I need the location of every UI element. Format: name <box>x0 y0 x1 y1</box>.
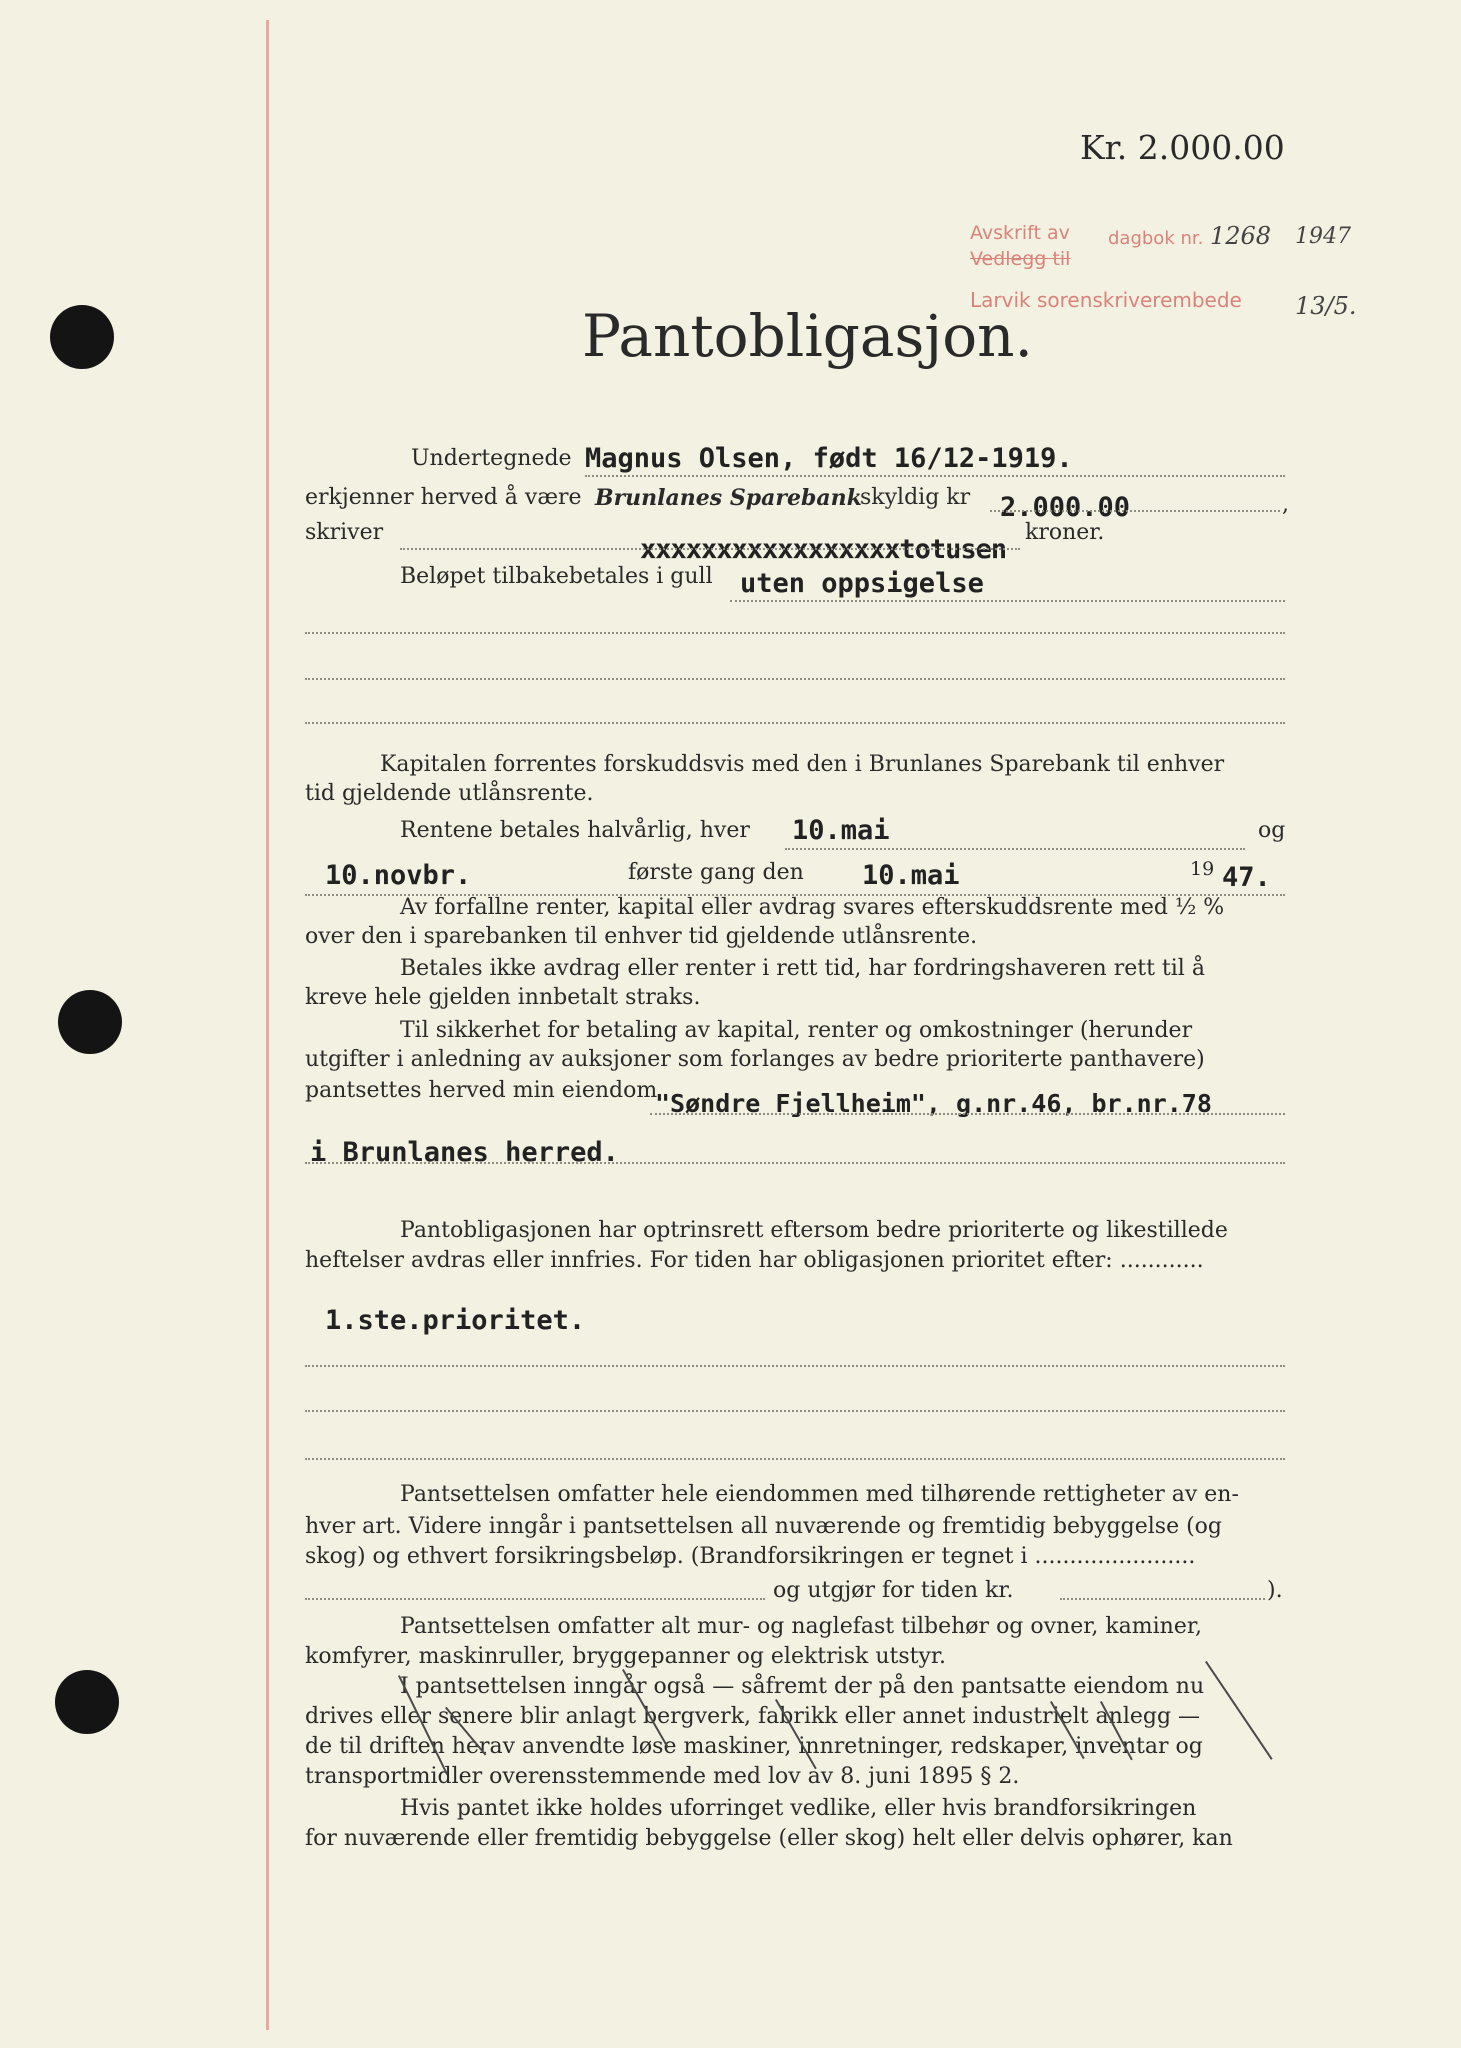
margin-line <box>266 20 269 2030</box>
scope-text: drives eller senere blir anlagt bergverk, fabrikk eller annet industrielt anlegg — <box>305 1704 1201 1729</box>
repayment-value: uten oppsigelse <box>740 568 984 599</box>
priority-text: Pantobligasjonen har optrinsrett eftersom bedre prioriterte og likestillede <box>400 1218 1228 1243</box>
page-title: Pantobligasjon. <box>582 302 1033 370</box>
stamp-dagbok-number: 1268 <box>1210 222 1272 250</box>
interest-text: tid gjeldende utlånsrente. <box>305 781 594 806</box>
punch-hole <box>50 305 114 369</box>
scope-text: Pantsettelsen omfatter hele eiendommen med tilhørende rettigheter av en- <box>400 1482 1239 1507</box>
interest-text: og <box>1258 818 1286 843</box>
comma: , <box>1282 492 1289 517</box>
priority-text: heftelser avdras eller innfries. For tiden har obligasjonen prioritet efter: ............ <box>305 1248 1204 1273</box>
fill-line <box>650 1113 1285 1115</box>
interest-text: utgifter i anledning av auksjoner som forlanges av bedre prioriterte panthavere) <box>305 1047 1205 1072</box>
interest-year: 47. <box>1222 862 1271 893</box>
interest-text: pantsettes herved min eiendom <box>305 1078 658 1103</box>
interest-text: Rentene betales halvårlig, hver <box>400 818 750 843</box>
interest-text: Av forfallne renter, kapital eller avdrag svares efterskuddsrente med ½ % <box>400 895 1225 920</box>
scope-text: Pantsettelsen omfatter alt mur- og naglefast tilbehør og ovner, kaminer, <box>400 1614 1202 1639</box>
fill-line <box>305 632 1285 634</box>
stamp-line1: Avskrift av <box>970 222 1070 244</box>
amount-in-words: xxxxxxxxxxxxxxxxxtotusen <box>640 534 1007 565</box>
stamp-year: 1947 <box>1295 224 1351 249</box>
interest-date-2: 10.novbr. <box>325 860 472 891</box>
fill-line <box>305 1162 1285 1164</box>
scope-text: transportmidler overensstemmende med lov av 8. juni 1895 § 2. <box>305 1764 1020 1789</box>
stamp-dagbok-label: dagbok nr. <box>1108 228 1204 249</box>
interest-text: kreve hele gjelden innbetalt straks. <box>305 985 701 1010</box>
fill-line <box>1060 1598 1265 1600</box>
fill-line <box>305 722 1285 724</box>
fill-line <box>305 1365 1285 1367</box>
property-name: "Søndre Fjellheim", g.nr.46, br.nr.78 <box>655 1089 1212 1118</box>
interest-text: Til sikkerhet for betaling av kapital, renter og omkostninger (herunder <box>400 1018 1193 1043</box>
interest-date-1: 10.mai <box>792 815 890 846</box>
scope-text: Hvis pantet ikke holdes uforringet vedlike, eller hvis brandforsikringen <box>400 1796 1197 1821</box>
words-label: skriver <box>305 520 384 545</box>
fill-line <box>305 678 1285 680</box>
interest-text: første gang den <box>628 860 804 885</box>
fill-line <box>730 600 1285 602</box>
debt-amount: 2.000.00 <box>1000 492 1131 523</box>
fill-line <box>305 1458 1285 1460</box>
stamp-line2: Vedlegg til <box>970 248 1071 270</box>
debtor-label: Undertegnede <box>411 446 572 471</box>
debtor-value: Magnus Olsen, født 16/12-1919. <box>585 443 1073 474</box>
stamp-line3: Larvik sorenskriverembede <box>970 288 1242 312</box>
scope-text: og utgjør for tiden kr. <box>773 1578 1014 1603</box>
scope-text: komfyrer, maskinruller, bryggepanner og elektrisk utstyr. <box>305 1644 946 1669</box>
punch-hole <box>55 1670 119 1734</box>
fill-line <box>785 848 1245 850</box>
punch-hole <box>58 990 122 1054</box>
interest-text: over den i sparebanken til enhver tid gjeldende utlånsrente. <box>305 924 978 949</box>
strike-mark <box>1205 1661 1273 1760</box>
interest-text: Betales ikke avdrag eller renter i rett tid, har fordringshaveren rett til å <box>400 956 1205 981</box>
amount-heading: Kr. 2.000.00 <box>1080 128 1285 167</box>
repayment-label: Beløpet tilbakebetales i gull <box>400 564 713 589</box>
scope-text: ). <box>1267 1578 1283 1603</box>
scope-text: for nuværende eller fremtidig bebyggelse (eller skog) helt eller delvis ophører, kan <box>305 1826 1233 1851</box>
words-suffix: kroner. <box>1025 520 1105 545</box>
scope-text: I pantsettelsen inngår også — såfremt der på den pantsatte eiendom nu <box>400 1674 1205 1699</box>
interest-date-3: 10.mai <box>862 860 960 891</box>
interest-text: Kapitalen forrentes forskuddsvis med den i Brunlanes Sparebank til enhver <box>380 752 1225 777</box>
interest-year-prefix: 19 <box>1190 858 1215 880</box>
scope-text: de til driften herav anvendte løse maskiner, innretninger, redskaper, inventar og <box>305 1734 1203 1759</box>
creditor-suffix: skyldig kr <box>860 485 971 510</box>
priority-value: 1.ste.prioritet. <box>325 1305 586 1336</box>
scope-text: hver art. Videre inngår i pantsettelsen all nuværende og fremtidig bebyggelse (og <box>305 1514 1223 1539</box>
creditor-label: erkjenner herved å være <box>305 485 582 510</box>
fill-line <box>400 548 1020 550</box>
fill-line <box>305 1410 1285 1412</box>
scope-text: skog) og ethvert forsikringsbeløp. (Brandforsikringen er tegnet i ....................... <box>305 1544 1196 1569</box>
fill-line <box>990 510 1280 512</box>
stamp-date: 13/5. <box>1295 292 1357 320</box>
municipality: i Brunlanes herred. <box>310 1137 619 1168</box>
fill-line <box>305 1598 765 1600</box>
creditor-value: Brunlanes Sparebank <box>595 485 862 511</box>
fill-line <box>585 475 1285 477</box>
